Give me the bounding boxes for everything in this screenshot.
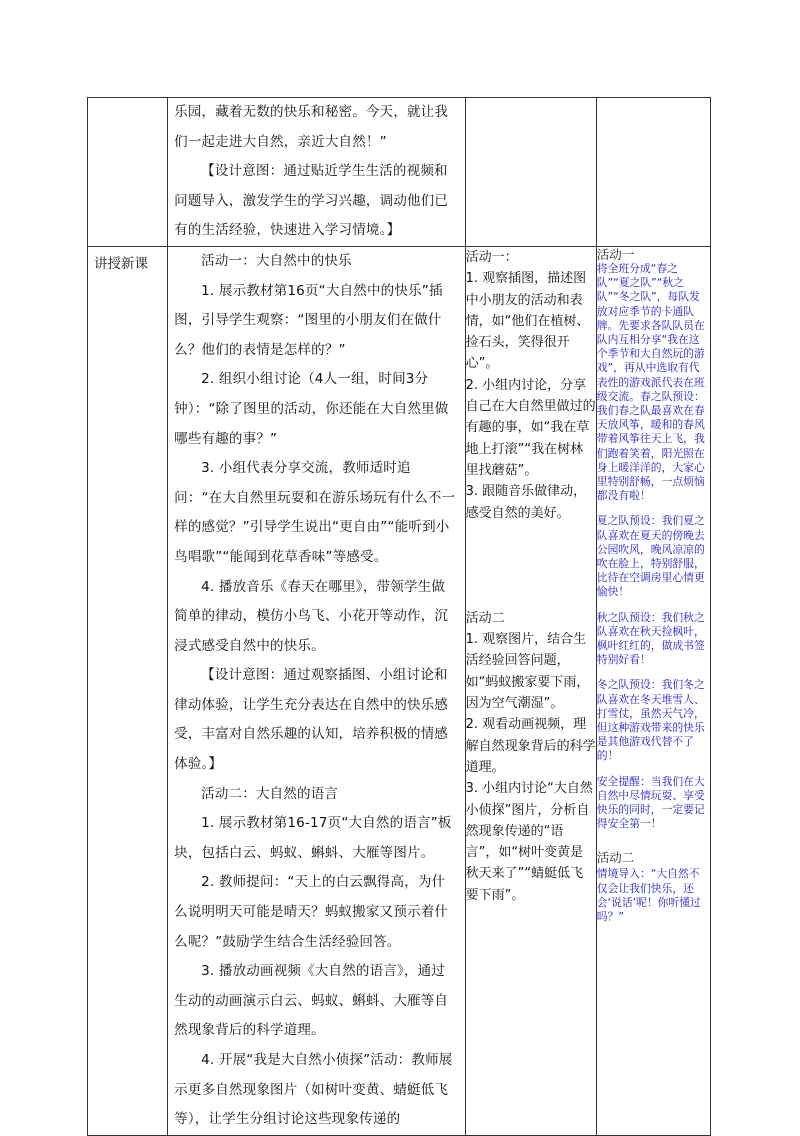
design-intent: 【设计意图：通过观察插图、小组讨论和律动体验，让学生充分表达在自然中的快乐感受，丰富对自然乐趣的认知，培养积极的情感体验。】 (174, 667, 449, 773)
note-paragraph: 安全提醒：当我们在大自然中尽情玩耍、享受快乐的同时，一定要记得安全第一！ (596, 774, 705, 831)
student-activity-item: 3. 跟随音乐做律动，感受自然的美好。 (465, 484, 587, 521)
design-intent: 【设计意图：通过贴近学生生活的视频和问题导入，激发学生的学习兴趣，调动他们已有的生活经验，快速进入学习情境。】 (174, 163, 449, 239)
note-paragraph: 秋之队预设：我们秋之队喜欢在秋天捡枫叶，枫叶红红的，做成书签特别好看！ (596, 610, 705, 667)
new-lesson-row (88, 246, 711, 1135)
activity-heading: 活动一：大自然中的快乐 (201, 252, 352, 269)
section-label-cell (88, 246, 168, 1135)
section-label: 讲授新课 (94, 255, 148, 272)
student-activity-cell (465, 246, 596, 1135)
paragraph: 4. 播放音乐《春天在哪里》，带领学生做简单的律动，模仿小鸟飞、小花开等动作，沉浸式感受自然中的快乐。 (174, 578, 449, 654)
note-paragraph: 冬之队预设：我们冬之队喜欢在冬天堆雪人、打雪仗，虽然天气冷，但这种游戏带来的快乐是其他游戏代替不了的！ (596, 678, 705, 763)
notes-heading: 活动二 (596, 850, 635, 866)
student-activity-item: 1. 观察插图，描述图中小朋友的活动和表情，如“他们在植树、捡石头，笑得很开心”。 (465, 271, 590, 372)
notes-cell (596, 98, 710, 247)
teacher-activity-cell (168, 98, 465, 247)
student-activity-item: 2. 小组内讨论，分享自己在大自然里做过的有趣的事，如“我在草地上打滚”“我在树林里找蘑菇”。 (465, 377, 596, 478)
notes-heading: 活动一 (596, 246, 635, 262)
paragraph: 4. 开展“我是大自然小侦探”活动：教师展示更多自然现象图片（如树叶变黄、蜻蜓低飞等），让学生分组讨论这些现象传递的 (174, 1052, 453, 1128)
teacher-activity-cell (168, 246, 465, 1135)
note-paragraph: 将全班分成“春之队”“夏之队”“秋之队”“冬之队”，每队发放对应季节的卡通队牌。先要求各队队员在队内互相分享“我在这个季节和大自然玩的游戏”，再从中选取有代表性的游戏派代表在班级交流。春之队预设：我们春之队最喜欢在春天放风筝，暖和的春风带着风筝往天上飞，我们跑着笑着，阳光照在身上暖洋洋的，大家心里特别舒畅，一点烦恼都没有啦！ (596, 261, 705, 503)
intro-continuation-row (88, 98, 711, 247)
student-activity-cell (465, 98, 596, 247)
note-paragraph: 夏之队预设：我们夏之队喜欢在夏天的傍晚去公园吹风，晚风凉凉的吹在脸上，特别舒服，比待在空调房里心情更愉快！ (596, 514, 705, 599)
notes-cell (596, 246, 710, 1135)
paragraph: 3. 播放动画视频《大自然的语言》，通过生动的动画演示白云、蚂蚁、蝌蚪、大雁等自然现象背后的科学道理。 (174, 963, 449, 1039)
student-activity-item: 1. 观察图片，结合生活经验回答问题，如“蚂蚁搬家要下雨，因为空气潮湿”。 (465, 632, 590, 712)
paragraph: 2. 组织小组讨论（4人一组，时间3分钟）：“除了图里的活动，你还能在大自然里做哪些有趣的事？” (174, 371, 449, 447)
student-activity-heading: 活动一： (465, 249, 518, 265)
activity-heading: 活动二：大自然的语言 (201, 785, 339, 802)
student-activity-heading: 活动二 (465, 610, 505, 626)
paragraph: 3. 小组代表分享交流，教师适时追问：“在大自然里玩耍和在游乐场玩有什么不一样的感觉？”引导学生说出“更自由”“能听到小鸟唱歌”“能闻到花草香味”等感受。 (174, 460, 456, 565)
paragraph: 1. 展示教材第16-17页“大自然的语言”板块，包括白云、蚂蚁、蝌蚪、大雁等图片。 (174, 815, 452, 861)
lesson-plan-table (87, 97, 711, 1136)
note-paragraph: 情境导入：“大自然不仅会让我们快乐，还会‘说话’呢！你听懂过吗？” (596, 867, 701, 924)
section-label-cell (88, 98, 168, 247)
paragraph: 1. 展示教材第16页“大自然中的快乐”插图，引导学生观察：“图里的小朋友们在做什么？他们的表情是怎样的？” (174, 282, 443, 358)
student-activity-item: 2. 观看动画视频，理解自然现象背后的科学道理。 (465, 717, 596, 775)
paragraph: 乐园，藏着无数的快乐和秘密。今天，就让我们一起走进大自然，亲近大自然！” (174, 104, 449, 150)
student-activity-item: 3. 小组内讨论“大自然小侦探”图片，分析自然现象传递的“语言”，如“树叶变黄是秋天来了”“蜻蜓低飞要下雨”。 (465, 781, 593, 903)
paragraph: 2. 教师提问：“天上的白云飘得高，为什么说明明天可能是晴天？蚂蚁搬家又预示着什么呢？”鼓励学生结合生活经验回答。 (174, 874, 449, 950)
